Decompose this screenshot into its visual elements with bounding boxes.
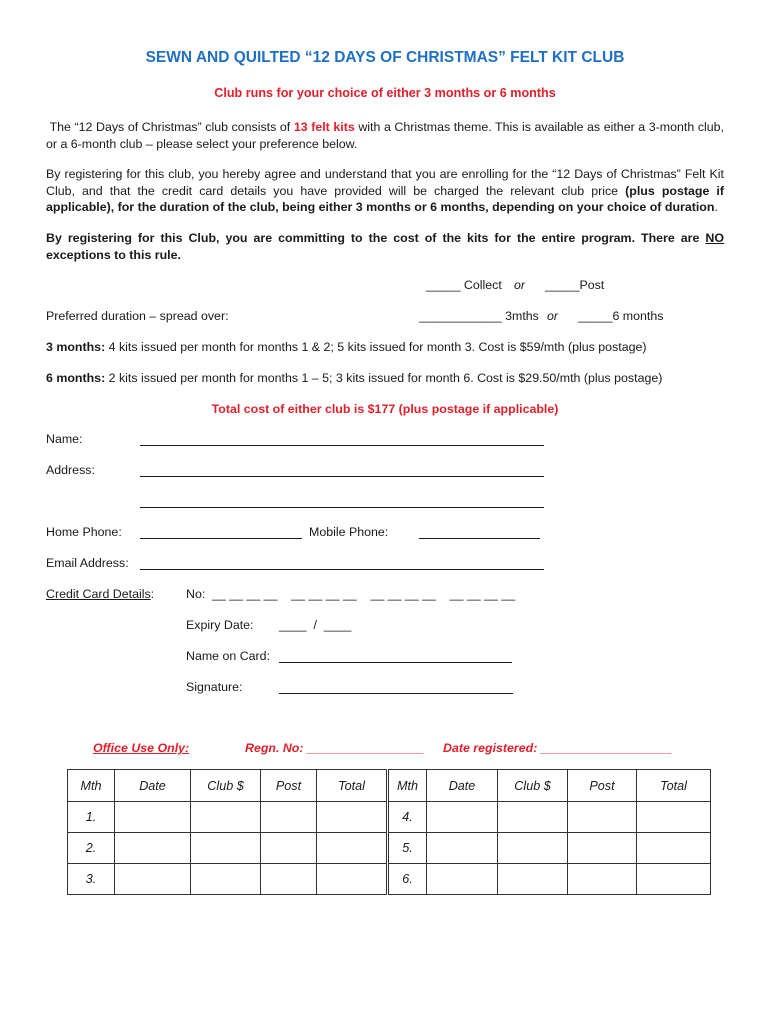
cell-post[interactable]	[261, 833, 317, 864]
cell-total[interactable]	[637, 802, 711, 833]
cell-date[interactable]	[115, 833, 191, 864]
cell-total[interactable]	[317, 802, 388, 833]
signature-input[interactable]	[279, 681, 513, 694]
expiry-input[interactable]: ____ / ____	[279, 618, 352, 632]
credit-card-colon: :	[150, 587, 155, 601]
commitment-no: NO	[705, 231, 724, 245]
table-row	[68, 802, 711, 833]
name-on-card-input[interactable]	[279, 650, 512, 663]
cell-post[interactable]	[261, 802, 317, 833]
card-number-input[interactable]: __ __ __ __ __ __ __ __ __ __ __ __ __ __ __ __	[212, 587, 516, 601]
signature-label: Signature:	[186, 680, 243, 694]
cell-club[interactable]	[191, 802, 261, 833]
commitment-text: By registering for this Club, you are committing to the cost of the kits for the entire program. There are	[46, 231, 706, 245]
mobile-phone-label: Mobile Phone:	[309, 525, 389, 539]
duration-3-months-option[interactable]: ____________ 3mths	[419, 309, 539, 323]
mobile-phone-input[interactable]	[419, 526, 540, 539]
card-number-label: No:	[186, 587, 206, 601]
plan-3-text: 4 kits issued per month for months 1 & 2; 5 kits issued for month 3. Cost is $59/mth (plus postage)	[105, 340, 647, 354]
commitment-paragraph	[46, 230, 724, 263]
header-club-1: Club $	[191, 770, 261, 802]
home-phone-input[interactable]	[140, 526, 302, 539]
row-month-4: 4.	[388, 802, 427, 833]
cell-date[interactable]	[427, 864, 498, 895]
cell-club[interactable]	[498, 802, 568, 833]
table-row	[68, 833, 711, 864]
row-month-3: 3.	[68, 864, 115, 895]
delivery-or: or	[514, 278, 526, 292]
table-row	[68, 864, 711, 895]
plan-6-label: 6 months:	[46, 371, 106, 385]
email-input[interactable]	[140, 557, 544, 570]
date-registered: Date registered: ___________________	[443, 741, 672, 755]
duration-6-months-option[interactable]: _____6 months	[578, 309, 664, 323]
plan-6-text: 2 kits issued per month for months 1 – 5; 3 kits issued for month 6. Cost is $29.50/mth (plus postage)	[105, 371, 663, 385]
header-total-1: Total	[317, 770, 388, 802]
cell-post[interactable]	[568, 864, 637, 895]
table-header-row	[68, 770, 711, 802]
cell-post[interactable]	[568, 802, 637, 833]
intro-text-2: with a Christmas theme. This is available as either a 3-month club, or a 6-month club – please select your preference below.	[46, 120, 724, 151]
row-month-2: 2.	[68, 833, 115, 864]
duration-or: or	[547, 309, 559, 323]
cell-date[interactable]	[427, 802, 498, 833]
cell-total[interactable]	[317, 833, 388, 864]
cell-post[interactable]	[568, 833, 637, 864]
plan-3-months	[46, 340, 647, 354]
intro-paragraph	[46, 119, 724, 152]
name-label: Name:	[46, 432, 83, 446]
office-log-table	[67, 769, 711, 895]
header-club-2: Club $	[498, 770, 568, 802]
intro-text-1: The “12 Days of Christmas” club consists of	[49, 120, 294, 134]
home-phone-label: Home Phone:	[46, 525, 122, 539]
header-post-2: Post	[568, 770, 637, 802]
expiry-label: Expiry Date:	[186, 618, 254, 632]
cell-post[interactable]	[261, 864, 317, 895]
plan-6-months	[46, 371, 662, 385]
header-date-1: Date	[115, 770, 191, 802]
name-on-card-label: Name on Card:	[186, 649, 271, 663]
cell-club[interactable]	[498, 833, 568, 864]
address-label: Address:	[46, 463, 95, 477]
intro-highlight: 13 felt kits	[293, 120, 355, 134]
agreement-end: .	[714, 200, 718, 214]
header-total-2: Total	[637, 770, 711, 802]
page-title: SEWN AND QUILTED “12 DAYS OF CHRISTMAS” FELT KIT CLUB	[145, 49, 625, 66]
cell-total[interactable]	[317, 864, 388, 895]
header-post-1: Post	[261, 770, 317, 802]
collect-option[interactable]: _____ Collect	[426, 278, 502, 292]
cell-date[interactable]	[115, 864, 191, 895]
cell-club[interactable]	[191, 864, 261, 895]
cell-total[interactable]	[637, 833, 711, 864]
email-label: Email Address:	[46, 556, 129, 570]
row-month-5: 5.	[388, 833, 427, 864]
agreement-bold: (plus postage if applicable), for the duration of the club, being either 3 months or 6 months, depending on your choice of duration	[46, 183, 724, 214]
post-option[interactable]: _____Post	[545, 278, 605, 292]
commitment-end: exceptions to this rule.	[46, 247, 181, 262]
duration-label: Preferred duration – spread over:	[46, 309, 229, 323]
credit-card-label: Credit Card Details	[46, 587, 151, 601]
address-input-line-1[interactable]	[140, 464, 544, 477]
plan-3-label: 3 months:	[46, 340, 106, 354]
club-duration-subtitle: Club runs for your choice of either 3 months or 6 months	[214, 86, 556, 100]
credit-card-heading	[46, 587, 154, 601]
total-cost: Total cost of either club is $177 (plus postage if applicable)	[211, 402, 559, 416]
row-month-6: 6.	[388, 864, 427, 895]
cell-date[interactable]	[115, 802, 191, 833]
address-input-line-2[interactable]	[140, 495, 544, 508]
name-input[interactable]	[140, 433, 544, 446]
header-mth-2: Mth	[388, 770, 427, 802]
cell-club[interactable]	[498, 864, 568, 895]
row-month-1: 1.	[68, 802, 115, 833]
agreement-paragraph	[46, 166, 724, 216]
registration-number: Regn. No: _________________	[245, 741, 425, 755]
header-date-2: Date	[427, 770, 498, 802]
agreement-text: By registering for this club, you hereby agree and understand that you are enrolling for the “12 Days of Christmas” Felt Kit Club, and that the credit card details you have provided will be charged the relevant club price	[46, 167, 724, 198]
cell-club[interactable]	[191, 833, 261, 864]
cell-total[interactable]	[637, 864, 711, 895]
office-use-label: Office Use Only:	[93, 741, 190, 755]
header-mth-1: Mth	[68, 770, 115, 802]
cell-date[interactable]	[427, 833, 498, 864]
